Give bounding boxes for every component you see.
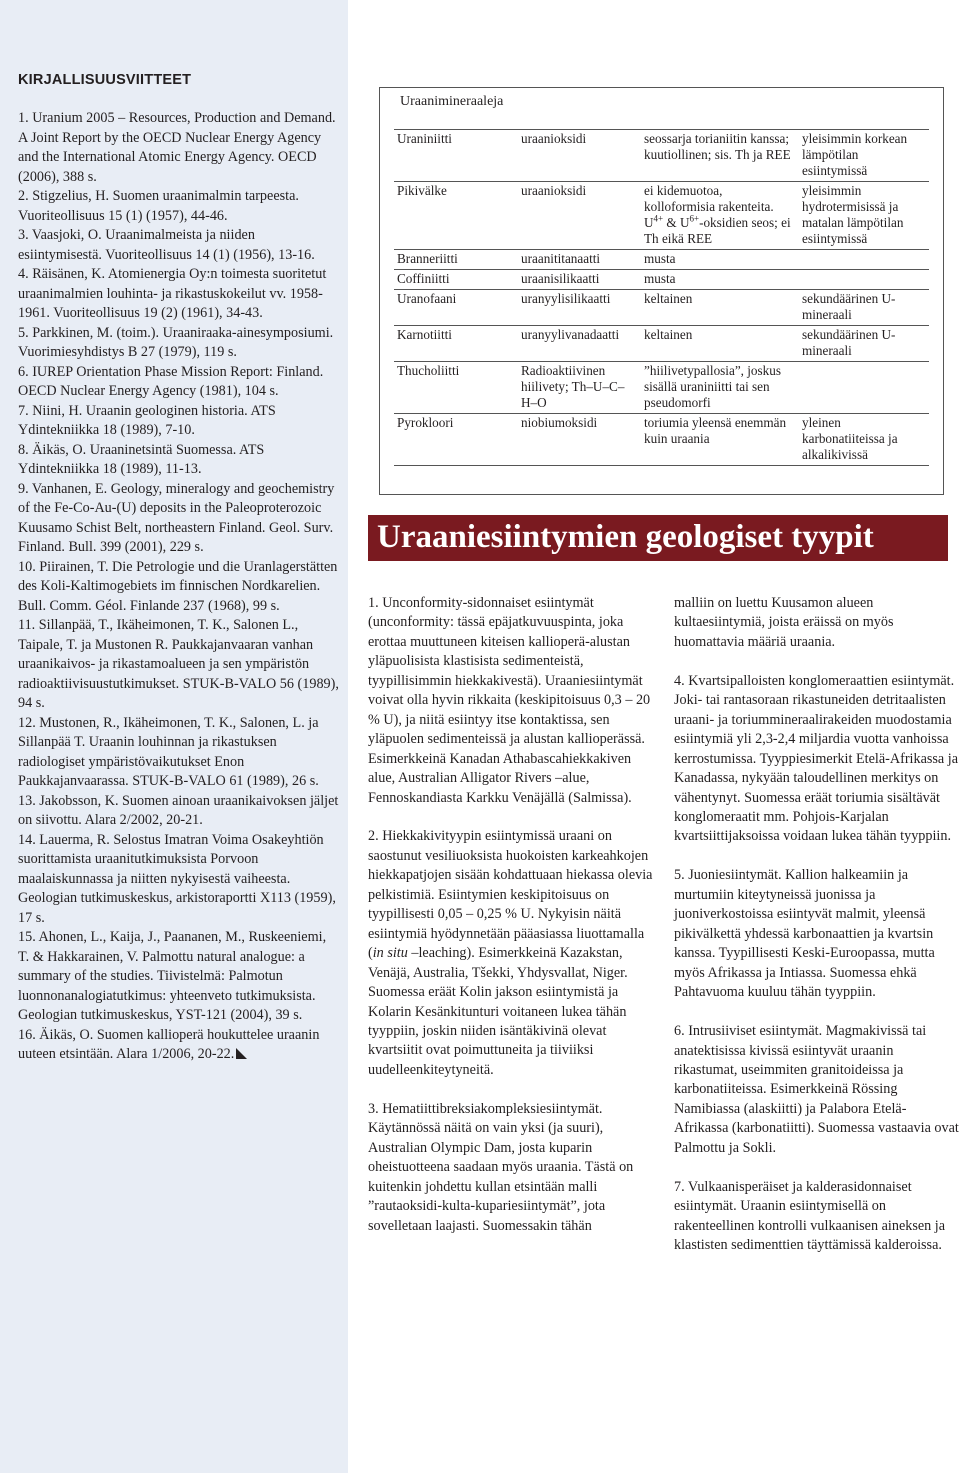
table-cell: keltainen <box>641 290 799 326</box>
end-mark-icon <box>236 1048 247 1059</box>
reference-item: 8. Äikäs, O. Uraaninetsintä Suomessa. ATS Ydintekniikka 18 (1989), 11-13. <box>18 441 265 477</box>
table-row <box>394 250 929 270</box>
paragraph: 4. Kvartsipalloisten konglomeraattien esiintymät. Joki- tai rantasoraan rikastuneiden detritaalisten uraani- ja toriummineraalirakeiden muodostamia esiintymiä yli 2,3-2,4 miljardia vuotta vanhoissa kerrostumissa. Tyyppiesimerkit Etelä-Afrikassa ja Kanadassa, nykyään taloudellinen merkitys on vähentynyt. Suomessa eräät toriumia sisältävät konglomeraatit mm. Pohjois-Karjalan kvartsiittijaksoissa voidaan lukea tähän tyyppiin. <box>674 672 958 845</box>
table-cell: uraanisilikaatti <box>518 270 641 290</box>
section-heading: Uraaniesiintymien geologiset tyypit <box>377 519 874 555</box>
table-cell: Radioaktiivinen hiilivety; Th–U–C–H–O <box>518 362 641 414</box>
table-row <box>394 270 929 290</box>
superscript: 6+ <box>689 213 700 224</box>
reference-item: 1. Uranium 2005 – Resources, Production and Demand. A Joint Report by the OECD Nuclear Energy Agency and the International Atomic Energy Agency. OECD (2006), 388 s. <box>18 110 336 185</box>
cell-text: -oksidien seos; ei Th eikä REE <box>644 215 791 246</box>
table-cell: Branneriitti <box>394 250 518 270</box>
reference-item: 4. Räisänen, K. Atomienergia Oy:n toimesta suoritetut uraanimalmien louhinta- ja rikastuskokeilut vv. 1958-1961. Vuoriteollisuus 19 (2) (1961), 34-43. <box>18 266 327 321</box>
reference-item: 14. Lauerma, R. Selostus Imatran Voima Osakeyhtiön suorittamista uraanitutkimuksista Porvoon maalaiskunnassa ja niitten nykyisestä vaiheesta. Geologian tutkimuskeskus, arkistoraportti X113 (1959), 17 s. <box>18 831 336 926</box>
table-cell: uraanititanaatti <box>518 250 641 270</box>
reference-item-text: 16. Äikäs, O. Suomen kallioperä houkuttelee uraanin uuteen etsintään. Alara 1/2006, 20-22. <box>18 1026 320 1062</box>
table-cell: Karnotiitti <box>394 326 518 362</box>
paragraph: malliin on luettu Kuusamon alueen kultaesiintymiä, joista eräissä on myös huomattavia määriä uraania. <box>674 595 894 650</box>
table-row <box>394 290 929 326</box>
table-cell: musta <box>641 270 799 290</box>
table-cell <box>799 270 929 290</box>
cell-text: ei kidemuotoa, kolloformisia rakenteita. U <box>644 183 774 230</box>
reference-item: 5. Parkkinen, M. (toim.). Uraaniraaka-ainesymposiumi. Vuorimiesyhdistys B 27 (1979), 119 s. <box>18 324 334 360</box>
table-cell: uranyylivanadaatti <box>518 326 641 362</box>
table-cell: toriumia yleensä enemmän kuin uraania <box>641 414 799 466</box>
references-title: KIRJALLISUUSVIITTEET <box>18 72 192 88</box>
table-cell <box>799 250 929 270</box>
table-row <box>394 362 929 414</box>
table-cell: yleisimmin korkean lämpötilan esiintymissä <box>799 130 929 182</box>
section-heading-band <box>368 515 948 561</box>
reference-item: 2. Stigzelius, H. Suomen uraanimalmin tarpeesta. Vuoriteollisuus 15 (1) (1957), 44-46. <box>18 188 299 224</box>
table-cell: musta <box>641 250 799 270</box>
paragraph-text: 2. Hiekkakivityypin esiintymissä uraani on saostunut vesiliuoksista huokoisten karkeahkojen hiekkapatjojen sisään kohdattuaan hiekassa olevia pelkistimiä. Esiintymien keskipitoisuus on tyypillisesti 0,05 – 0,25 % U. Nykyisin näitä esiintymiä hyödynnetään pääasiassa liuottamalla ( <box>368 828 653 962</box>
text-column-left <box>368 594 658 1256</box>
table-row <box>394 130 929 182</box>
table-cell: Pyrokloori <box>394 414 518 466</box>
table-cell: seossarja torianiitin kanssa; kuutiollinen; sis. Th ja REE <box>641 130 799 182</box>
table-title: Uraanimineraaleja <box>400 94 504 109</box>
reference-item: 7. Niini, H. Uraanin geologinen historia. ATS Ydintekniikka 18 (1989), 7-10. <box>18 402 276 438</box>
paragraph: 3. Hematiittibreksiakompleksiesiintymät. Käytännössä näitä on vain yksi (ja suuri), Australian Olympic Dam, josta kuparin oheistuotteena saadaan myös uraania. Tästä on kuitenkin johdettu kullan etsintään malli ”rautaoksidi-kulta-kupariesiintymät”, jota sovelletaan laajasti. Suomessakin tähän <box>368 1100 634 1234</box>
reference-item: 11. Sillanpää, T., Ikäheimonen, T. K., Salonen L., Taipale, T. ja Mustonen R. Paukkajanvaaran vanhan uraanikaivos- ja rikastamoalueen ja sen ympäristön radioaktiivisuustutkimukset. STUK-B-VALO 56 (1989), 94 s. <box>18 617 339 711</box>
paragraph <box>368 827 658 1080</box>
reference-item: 6. IUREP Orientation Phase Mission Report: Finland. OECD Nuclear Energy Agency (1981), 104 s. <box>18 363 324 399</box>
reference-item: 9. Vanhanen, E. Geology, mineralogy and geochemistry of the Fe-Co-Au-(U) deposits in the Paleoproterozoic Kuusamo Schist Belt, northeastern Finland. Geol. Surv. Finland. Bull. 399 (2001), 229 s. <box>18 480 335 555</box>
table-cell <box>799 362 929 414</box>
paragraph: 7. Vulkaanisperäiset ja kalderasidonnaiset esiintymät. Uraanin esiintymisellä on rakenteellinen kontrolli vulkaanisen aineksen ja klastisten sedimenttien täyttämissä kalderoissa. <box>674 1178 946 1254</box>
uranium-minerals-box <box>379 87 944 495</box>
paragraph: 5. Juoniesiintymät. Kallion halkeamiin ja murtumiin kiteytyneissä juonissa ja juoniverkostoissa esiintyvät malmit, yleensä pikivälkettä yhdessä karbonaattien ja kvartsin kanssa. Tyypillisesti Keski-Euroopassa, mutta myös Afrikassa ja Intiassa. Suomessa ehkä Pahtavuoma kuuluu tähän tyyppiin. <box>674 867 935 1001</box>
reference-item: 13. Jakobsson, K. Suomen ainoan uraanikaivoksen jäljet on siivottu. Alara 2/2002, 20-21. <box>18 792 339 828</box>
minerals-table <box>394 129 929 466</box>
paragraph-text: –leaching). Esimerkkeinä Kazakstan, Venäjä, Australia, Tšekki, Yhdysvallat, Niger. Suomessa eräät Kolin jakson esiintymistä ja Kolarin Kesänkitunturi voitaneen lukea tähän tyyppiin, joskin niiden isäntäkivinä olevat kvartsiitit ovat poimuttuneita ja tiiviiksi uudelleenkiteytyneitä. <box>368 945 628 1078</box>
reference-item: 3. Vaasjoki, O. Uraanimalmeista ja niiden esiintymisestä. Vuoriteollisuus 14 (1) (1956), 13-16. <box>18 227 315 263</box>
table-cell: Uraniniitti <box>394 130 518 182</box>
superscript: 4+ <box>653 213 664 224</box>
paragraph: 6. Intrusiiviset esiintymät. Magmakivissä tai anatektisissa kivissä esiintyvät uraanin rikastumat, useimmiten granitoideissa ja karbonatiiteissa. Esimerkkeinä Rössing Namibiassa (alaskiitti) ja Palabora Etelä-Afrikassa (karbonatiitti). Suomessa vastaavia ovat Palmottu ja Sokli. <box>674 1023 959 1156</box>
reference-item: 12. Mustonen, R., Ikäheimonen, T. K., Salonen, L. ja Sillanpää T. Uraanin louhinnan ja rikastuksen radiologiset ympäristövaikutukset Enon Paukkajanvaarassa. STUK-B-VALO 61 (1989), 26 s. <box>18 714 319 789</box>
table-cell: sekundäärinen U-mineraali <box>799 290 929 326</box>
table-cell <box>641 182 799 250</box>
text-column-right <box>674 594 960 1275</box>
table-cell: yleisimmin hydrotermisissä ja matalan lämpötilan esiintymissä <box>799 182 929 250</box>
references-list <box>18 109 340 1065</box>
table-cell: sekundäärinen U-mineraali <box>799 326 929 362</box>
table-cell: uraanioksidi <box>518 130 641 182</box>
paragraph: 1. Unconformity-sidonnaiset esiintymät (unconformity: tässä epäjatkuvuuspinta, joka erottaa muuttuneen kiteisen kallioperä-alustan yläpuolisista klastisista sedimenteistä, tyypillisimmin hiekkakivestä). Uraaniesiintymät voivat olla hyvin rikkaita (keskipitoisuus 0,3 – 20 % U), ja niitä esiintyy itse kontaktissa, sen yläpuolen sedimenteissä ja alustan kallioperässä. Esimerkkeinä Kanadan Athabascahiekkakiven alue, Australian Alligator Rivers –alue, Fennoskandiasta Karkku Venäjällä (Salmissa). <box>368 595 651 806</box>
table-cell: uranyylisilikaatti <box>518 290 641 326</box>
table-row <box>394 326 929 362</box>
table-cell: ”hiilivetypallosia”, joskus sisällä uraniniitti tai sen pseudomorfi <box>641 362 799 414</box>
table-cell: Uranofaani <box>394 290 518 326</box>
table-cell: niobiumoksidi <box>518 414 641 466</box>
table-cell: yleinen karbonatiiteissa ja alkalikivissä <box>799 414 929 466</box>
table-cell: Pikivälke <box>394 182 518 250</box>
table-cell: uraanioksidi <box>518 182 641 250</box>
cell-text: & U <box>663 215 690 230</box>
table-row <box>394 414 929 466</box>
reference-item <box>18 1026 340 1065</box>
table-cell: keltainen <box>641 326 799 362</box>
italic-term: in situ <box>372 945 408 962</box>
table-cell: Thucholiitti <box>394 362 518 414</box>
reference-item: 15. Ahonen, L., Kaija, J., Paananen, M., Ruskeeniemi, T. & Hakkarainen, V. Palmottu natural analogue: a summary of the studies. Tiivistelmä: Palmotun luonnonanalogiatutkimus: yhteenveto tutkimuksista. Geologian tutkimuskeskus, YST-121 (2004), 39 s. <box>18 929 327 1023</box>
references-sidebar <box>0 0 348 1473</box>
table-cell: Coffiniitti <box>394 270 518 290</box>
table-row <box>394 182 929 250</box>
reference-item: 10. Piirainen, T. Die Petrologie und die Uranlagerstätten des Koli-Kaltimogebiets im finnischen Nordkarelien. Bull. Comm. Géol. Finlande 237 (1968), 99 s. <box>18 558 338 614</box>
